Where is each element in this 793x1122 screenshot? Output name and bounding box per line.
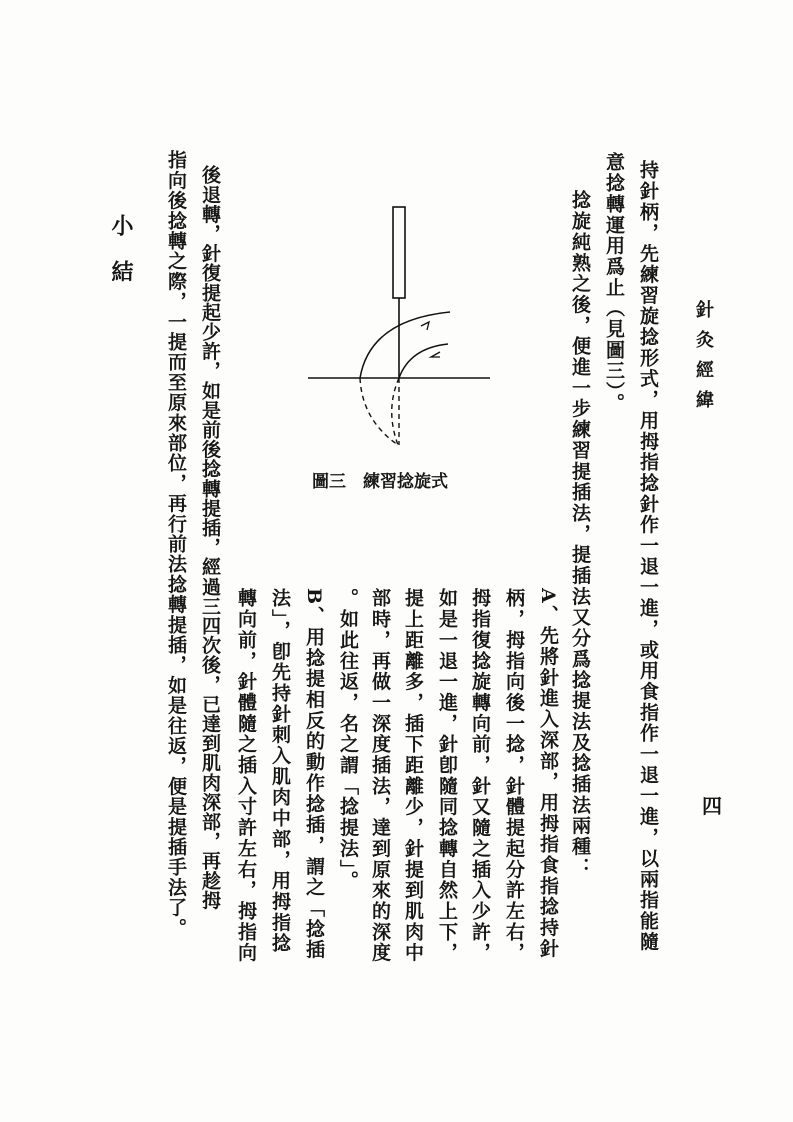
- text-column: 法」，卽先持針刺入肌肉中部，用拇指捻: [269, 588, 291, 954]
- text-column: 持針柄，先練習旋捻形式，用拇指捻針作一退一進，或用食指作一退一進，以兩指能隨: [637, 160, 659, 953]
- text-column: 意捻轉運用爲止（見圖三）。: [603, 152, 625, 414]
- section-title: 小結: [108, 214, 134, 306]
- text-column: 部時，再做一深度插法，達到原來的深度: [369, 588, 391, 964]
- arrow-icon: [421, 322, 429, 330]
- text-column: 拇指復捻旋轉向前，針又隨之插入少許，: [469, 588, 491, 964]
- text-column: 後退轉，針復提起少許，如是前後捻轉提插，經過三四次後，已達到肌肉深部，再趁拇: [199, 165, 221, 910]
- dashed-inner-path: [392, 378, 399, 445]
- needle-handle: [393, 207, 405, 298]
- page-number: 四: [702, 794, 722, 818]
- arrow-icon: [431, 352, 440, 357]
- dashed-outer-path: [360, 378, 398, 445]
- text-column: 。如此往返，名之謂「捻提法」。: [337, 588, 359, 892]
- figure-caption: 圖三 練習捻旋式: [312, 472, 448, 492]
- running-header-title: 針灸經緯: [693, 300, 714, 420]
- text-column: 指向後捻轉之際，一提而至原來部位，再行前法捻轉提插，如是往返，便是提插手法了。: [165, 150, 187, 938]
- inner-arc: [399, 344, 448, 378]
- text-column: A、先將針進入深部，用拇指食指捻持針: [537, 588, 559, 960]
- text-column: 轉向前，針體隨之插入寸許左右，拇指向: [235, 588, 257, 964]
- text-column: 如是一退一進，針卽隨同捻轉自然上下，: [436, 588, 458, 964]
- text-column: B、用捻提相反的動作捻插，謂之「捻插: [303, 588, 325, 961]
- outer-arc: [360, 312, 450, 378]
- text-column: 提上距離多，插下距離少，針提到肌肉中: [402, 588, 424, 964]
- text-column: 捻旋純熟之後，便進一步練習提插法，提插法又分爲捻提法及捻插法兩種：: [569, 190, 591, 879]
- text-column: 柄，拇指向後一捻，針體提起分許左右，: [503, 588, 525, 964]
